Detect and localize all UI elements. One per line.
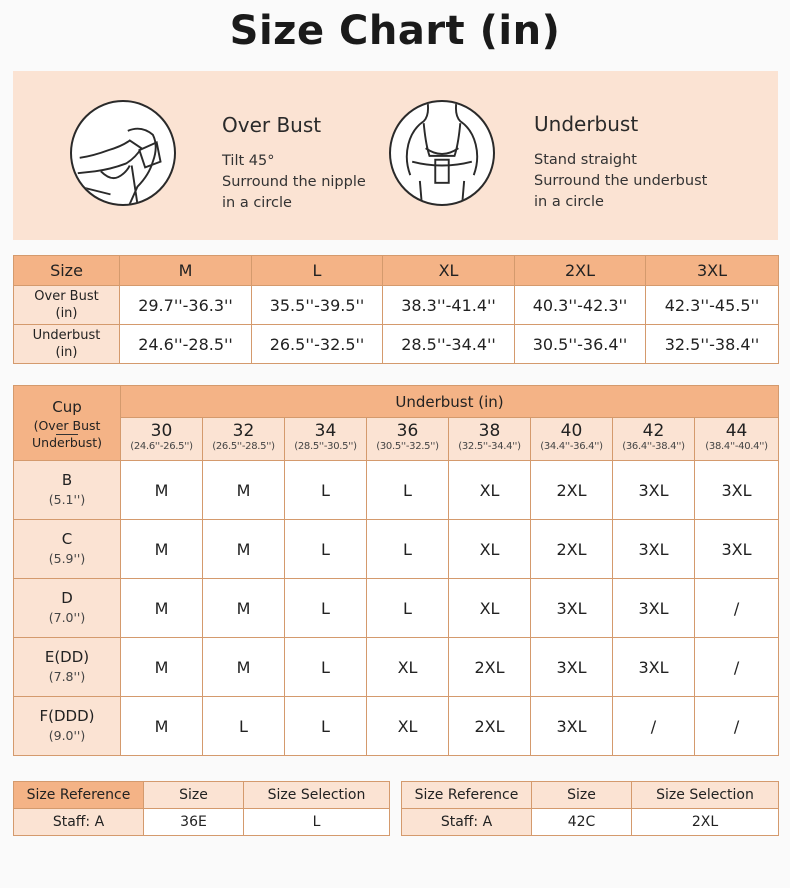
size-cell: 2XL xyxy=(531,461,613,520)
cup-name: D xyxy=(61,589,73,607)
size-cell: M xyxy=(203,579,285,638)
size-table-header xyxy=(14,256,779,286)
cup-difference: (7.8'') xyxy=(48,669,86,684)
underbust-title: Underbust xyxy=(534,112,639,136)
band-cell xyxy=(367,418,449,461)
cup-label xyxy=(14,579,121,638)
range-cell: 28.5''-34.4'' xyxy=(383,325,515,364)
band-range: (38.4''-40.4'') xyxy=(705,441,768,452)
cup-difference: (7.0'') xyxy=(48,610,86,625)
cup-header xyxy=(14,386,121,461)
band-number: 42 xyxy=(642,421,665,441)
over-bust-title: Over Bust xyxy=(222,113,322,137)
range-cell: 38.3''-41.4'' xyxy=(383,286,515,325)
size-cell: L xyxy=(285,461,367,520)
row-label-line: (in) xyxy=(55,306,78,321)
range-cell: 42.3''-45.5'' xyxy=(646,286,779,325)
band-range: (30.5''-32.5'') xyxy=(376,441,439,452)
cup-label xyxy=(14,520,121,579)
table-row xyxy=(14,461,779,520)
size-cell: XL xyxy=(449,461,531,520)
band-range: (34.4''-36.4'') xyxy=(540,441,603,452)
size-cell: 3XL xyxy=(613,638,695,697)
row-label-line: (in) xyxy=(55,345,78,360)
page-title: Size Chart (in) xyxy=(229,8,561,54)
size-header: XL xyxy=(383,256,515,286)
size-header: M xyxy=(120,256,252,286)
size-cell: M xyxy=(203,638,285,697)
size-cell: 3XL xyxy=(695,520,779,579)
table-row xyxy=(402,809,779,836)
table-row xyxy=(14,809,390,836)
ref-header: Size xyxy=(532,782,632,809)
size-cell: 3XL xyxy=(613,520,695,579)
size-cell: XL xyxy=(367,697,449,756)
band-cell xyxy=(531,418,613,461)
underbust-header: Underbust (in) xyxy=(121,386,779,418)
band-range: (36.4''-38.4'') xyxy=(622,441,685,452)
reference-header xyxy=(402,782,779,809)
size-header: L xyxy=(252,256,383,286)
over-bust-line: Surround the nipple xyxy=(222,174,366,190)
ref-header: Size Reference xyxy=(14,782,144,809)
size-reference-table-a xyxy=(13,781,390,836)
band-number: 38 xyxy=(478,421,501,441)
size-cell: 3XL xyxy=(613,579,695,638)
band-row xyxy=(14,418,779,461)
size-cell: M xyxy=(121,520,203,579)
range-cell: 40.3''-42.3'' xyxy=(515,286,646,325)
size-cell: L xyxy=(367,520,449,579)
size-cell: 3XL xyxy=(695,461,779,520)
over-bust-figure-icon xyxy=(70,100,176,206)
cup-name: F(DDD) xyxy=(39,707,95,725)
size-cell: 3XL xyxy=(531,579,613,638)
underbust-line: Stand straight xyxy=(534,152,637,168)
band-range: (28.5''-30.5'') xyxy=(294,441,357,452)
underbust-line: Surround the underbust xyxy=(534,173,708,189)
row-label-line: Underbust xyxy=(32,328,101,343)
band-number: 30 xyxy=(150,421,173,441)
size-cell: 3XL xyxy=(531,638,613,697)
table-row xyxy=(14,520,779,579)
range-cell: 30.5''-36.4'' xyxy=(515,325,646,364)
band-range: (32.5''-34.4'') xyxy=(458,441,521,452)
band-range: (24.6''-26.5'') xyxy=(130,441,193,452)
staff-selection: L xyxy=(244,809,390,836)
cup-header-label: Cup xyxy=(52,397,82,416)
size-header: 3XL xyxy=(646,256,779,286)
size-cell: L xyxy=(285,520,367,579)
size-cell: M xyxy=(203,520,285,579)
cup-header-sub: (Over Bust xyxy=(33,417,101,433)
size-cell: XL xyxy=(449,579,531,638)
band-number: 40 xyxy=(560,421,583,441)
underbust-instructions xyxy=(534,112,707,213)
size-cell: 3XL xyxy=(531,697,613,756)
size-cell: 2XL xyxy=(449,638,531,697)
band-number: 44 xyxy=(725,421,748,441)
size-cell: L xyxy=(203,697,285,756)
size-header: 2XL xyxy=(515,256,646,286)
ref-header: Size Selection xyxy=(632,782,779,809)
measurement-guide xyxy=(13,71,778,240)
size-header-label: Size xyxy=(14,256,120,286)
size-reference-table-b xyxy=(401,781,779,836)
size-cell: M xyxy=(121,461,203,520)
staff-label: Staff: A xyxy=(402,809,532,836)
range-cell: 26.5''-32.5'' xyxy=(252,325,383,364)
range-cell: 29.7''-36.3'' xyxy=(120,286,252,325)
band-range: (26.5''-28.5'') xyxy=(212,441,275,452)
size-cell: XL xyxy=(449,520,531,579)
size-cell: 2XL xyxy=(531,520,613,579)
over-bust-instructions xyxy=(222,113,366,214)
cup-label xyxy=(14,638,121,697)
band-cell xyxy=(285,418,367,461)
row-label xyxy=(14,286,120,325)
band-cell xyxy=(121,418,203,461)
size-cell: / xyxy=(613,697,695,756)
band-number: 32 xyxy=(232,421,255,441)
size-cell: / xyxy=(695,697,779,756)
band-cell xyxy=(449,418,531,461)
ref-header: Size Reference xyxy=(402,782,532,809)
size-cell: L xyxy=(285,697,367,756)
size-cell: XL xyxy=(367,638,449,697)
band-cell xyxy=(695,418,779,461)
range-cell: 35.5''-39.5'' xyxy=(252,286,383,325)
cup-label xyxy=(14,697,121,756)
table-row xyxy=(14,286,779,325)
over-bust-line: in a circle xyxy=(222,195,292,211)
cup-difference: (9.0'') xyxy=(48,728,86,743)
reference-header xyxy=(14,782,390,809)
underbust-line: in a circle xyxy=(534,194,604,210)
staff-selection: 2XL xyxy=(632,809,779,836)
size-cell: L xyxy=(367,461,449,520)
cup-table-header xyxy=(14,386,779,418)
size-cell: M xyxy=(121,697,203,756)
ref-header: Size xyxy=(144,782,244,809)
staff-label: Staff: A xyxy=(14,809,144,836)
range-cell: 32.5''-38.4'' xyxy=(646,325,779,364)
table-row xyxy=(14,638,779,697)
table-row xyxy=(14,325,779,364)
band-cell xyxy=(203,418,285,461)
underbust-figure-icon xyxy=(389,100,495,206)
band-cell xyxy=(613,418,695,461)
cup-difference: (5.9'') xyxy=(48,551,86,566)
band-number: 36 xyxy=(396,421,419,441)
cup-header-sub: Underbust) xyxy=(32,434,102,450)
range-cell: 24.6''-28.5'' xyxy=(120,325,252,364)
over-bust-line: Tilt 45° xyxy=(222,153,275,169)
staff-size: 42C xyxy=(532,809,632,836)
size-table xyxy=(13,255,779,364)
row-label-line: Over Bust xyxy=(34,289,99,304)
size-cell: L xyxy=(285,579,367,638)
cup-label xyxy=(14,461,121,520)
cup-name: E(DD) xyxy=(44,648,90,666)
size-cell: / xyxy=(695,579,779,638)
table-row xyxy=(14,697,779,756)
size-cell: 3XL xyxy=(613,461,695,520)
cup-name: C xyxy=(61,530,73,548)
size-cell: M xyxy=(121,638,203,697)
cup-difference: (5.1'') xyxy=(48,492,86,507)
cup-table xyxy=(13,385,779,756)
size-cell: M xyxy=(121,579,203,638)
size-cell: L xyxy=(285,638,367,697)
size-cell: 2XL xyxy=(449,697,531,756)
ref-header: Size Selection xyxy=(244,782,390,809)
table-row xyxy=(14,579,779,638)
cup-name: B xyxy=(61,471,73,489)
staff-size: 36E xyxy=(144,809,244,836)
row-label xyxy=(14,325,120,364)
band-number: 34 xyxy=(314,421,337,441)
size-cell: / xyxy=(695,638,779,697)
size-cell: L xyxy=(367,579,449,638)
size-cell: M xyxy=(203,461,285,520)
